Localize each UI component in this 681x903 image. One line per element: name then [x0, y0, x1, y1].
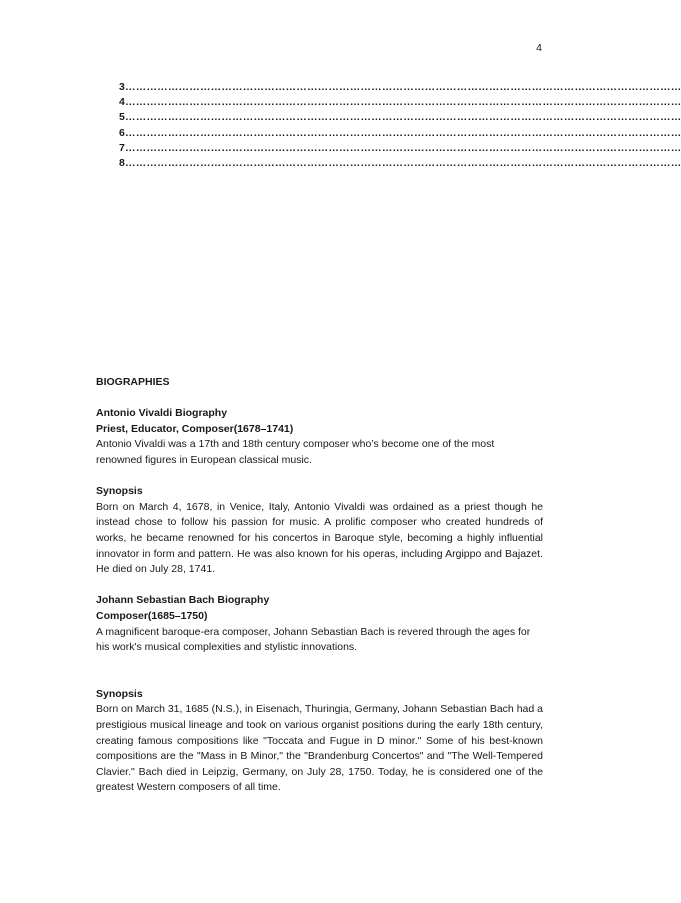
table-of-contents	[119, 80, 681, 171]
bach-title: Johann Sebastian Bach Biography	[96, 594, 270, 607]
vivaldi-summary: Antonio Vivaldi was a 17th and 18th century composer who’s become one of the most renowned figures in European classical music.	[96, 438, 495, 466]
bach-synopsis-heading: Synopsis	[96, 687, 143, 700]
vivaldi-subtitle: Priest, Educator, Composer(1678–1741)	[96, 422, 294, 435]
section-heading: BIOGRAPHIES	[96, 376, 170, 388]
biographies-section	[96, 375, 543, 796]
toc-entry-7: 7…………………………………………………………………………………………………………………………………………	[119, 141, 681, 154]
toc-entry-8: 8…………………………………………………………………………………………………………………………………………	[119, 157, 681, 170]
page-number: 4	[536, 42, 542, 54]
vivaldi-synopsis: Born on March 4, 1678, in Venice, Italy, Antonio Vivaldi was ordained as a priest though he instead chose to follow his passion for music. A prolific composer who created hundreds of works, he became renowned for his concertos in Baroque style, becoming a highly influential innovator in form and pattern. He was also known for his operas, including Argippo and Bajazet. He died on July 28, 1741.	[96, 500, 543, 576]
bach-synopsis: Born on March 31, 1685 (N.S.), in Eisenach, Thuringia, Germany, Johann Sebastian Bach had a prestigious musical lineage and took on various organist positions during the early 18th century, creating famous compositions like "Toccata and Fugue in D minor." Some of his best-known compositions are the "Mass in B Minor," the "Brandenburg Concertos" and "The Well-Tempered Clavier." Bach died in Leipzig, Germany, on July 28, 1750. Today, he is considered one of the greatest Western composers of all time.	[96, 703, 543, 794]
toc-entry-6: 6…………………………………………………………………………………………………………………………………………	[119, 126, 681, 139]
toc-entry-3: 3…………………………………………………………………………………………………………………………………………	[119, 81, 681, 93]
bach-summary: A magnificent baroque-era composer, Johann Sebastian Bach is revered through the ages for his work's musical complexities and stylistic innovations.	[96, 625, 531, 654]
toc-entry-5: 5…………………………………………………………………………………………………………………………………………	[119, 111, 681, 124]
bach-subtitle: Composer(1685–1750)	[96, 609, 208, 622]
vivaldi-title: Antonio Vivaldi Biography	[96, 407, 228, 420]
toc-entry-4: 4…………………………………………………………………………………………………………………………………………	[119, 96, 681, 109]
vivaldi-synopsis-heading: Synopsis	[96, 485, 143, 498]
